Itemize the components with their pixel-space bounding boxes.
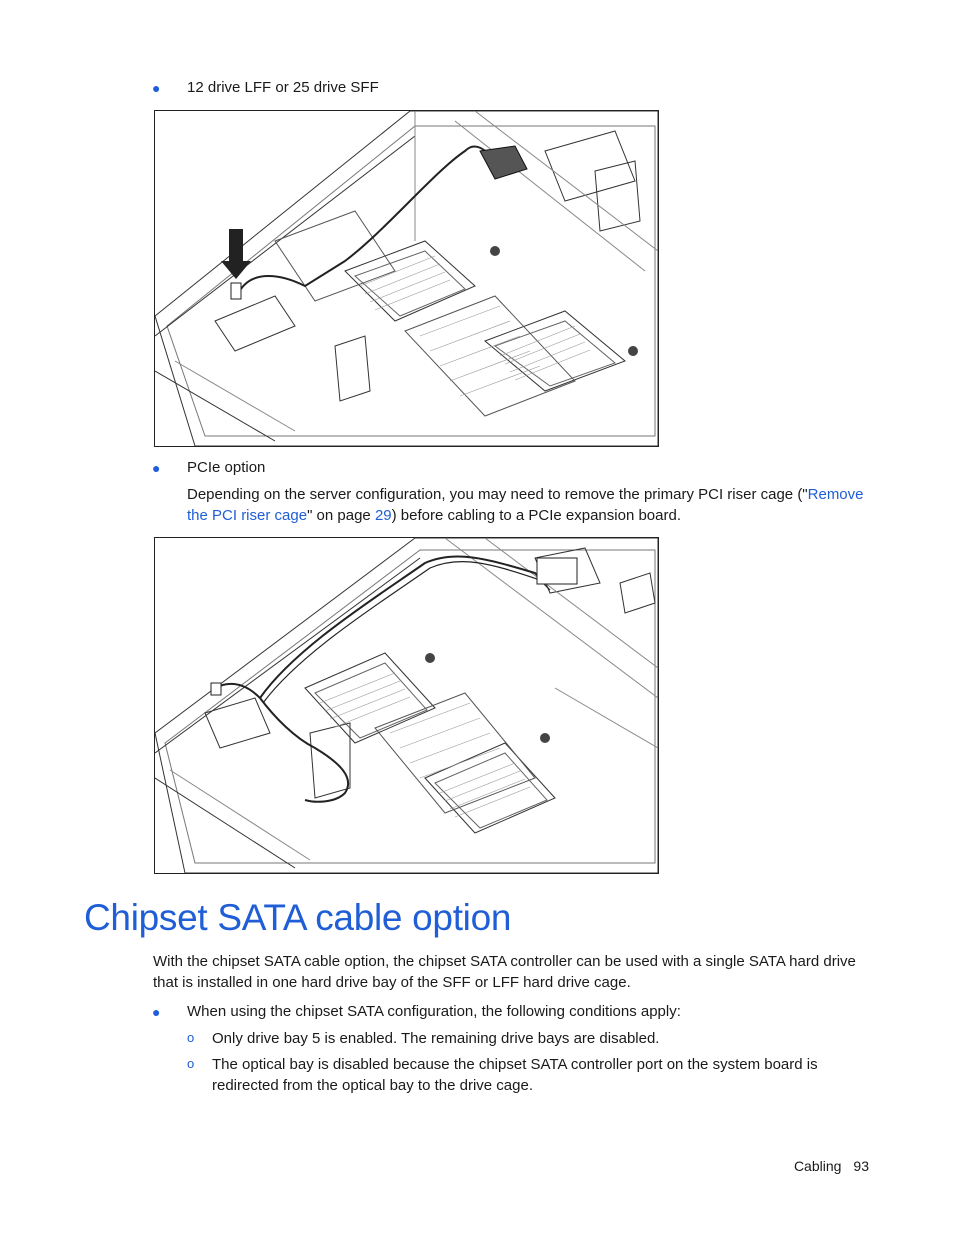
pcie-text-pre: Depending on the server configuration, you may need to remove the primary PCI riser cage (" bbox=[187, 486, 808, 503]
sub-bullet-marker: o bbox=[187, 1056, 195, 1071]
section-heading: Chipset SATA cable option bbox=[84, 897, 512, 938]
pcie-text-post: ) before cabling to a PCIe expansion board. bbox=[391, 507, 681, 524]
sub-bullet-marker: o bbox=[187, 1030, 195, 1045]
bullet-text-pcie: PCIe option bbox=[187, 459, 266, 476]
figure-pcie-cabling bbox=[154, 537, 659, 874]
bullet-dot: ● bbox=[152, 80, 161, 96]
bullet-dot: ● bbox=[152, 1004, 161, 1020]
page-ref-link[interactable]: 29 bbox=[374, 507, 392, 524]
figure-drive-cage-cabling bbox=[154, 110, 659, 447]
sub-item-optical-bay: The optical bay is disabled because the chipset SATA controller port on the system board is redirected from the optical bay to the drive cage. bbox=[212, 1056, 818, 1094]
bullet-text-drive-config: 12 drive LFF or 25 drive SFF bbox=[187, 79, 379, 96]
server-diagram-2 bbox=[155, 538, 658, 873]
intro-paragraph: With the chipset SATA cable option, the chipset SATA controller can be used with a single SATA hard drive that is installed in one hard drive bay of the SFF or LFF hard drive cage. bbox=[153, 953, 856, 991]
pcie-text-mid: " on page bbox=[307, 507, 375, 524]
riser-cage-link[interactable]: Remove the PCI riser cage bbox=[187, 486, 864, 524]
server-diagram-1 bbox=[155, 111, 658, 446]
footer-section: Cabling bbox=[793, 1158, 842, 1174]
pcie-paragraph bbox=[187, 484, 877, 526]
page-number: 93 bbox=[853, 1158, 869, 1174]
bullet-dot: ● bbox=[152, 460, 161, 476]
sub-item-drive-bay: Only drive bay 5 is enabled. The remaining drive bays are disabled. bbox=[212, 1030, 660, 1047]
bullet-text-conditions: When using the chipset SATA configuration, the following conditions apply: bbox=[187, 1003, 681, 1020]
page-footer bbox=[794, 1158, 869, 1174]
